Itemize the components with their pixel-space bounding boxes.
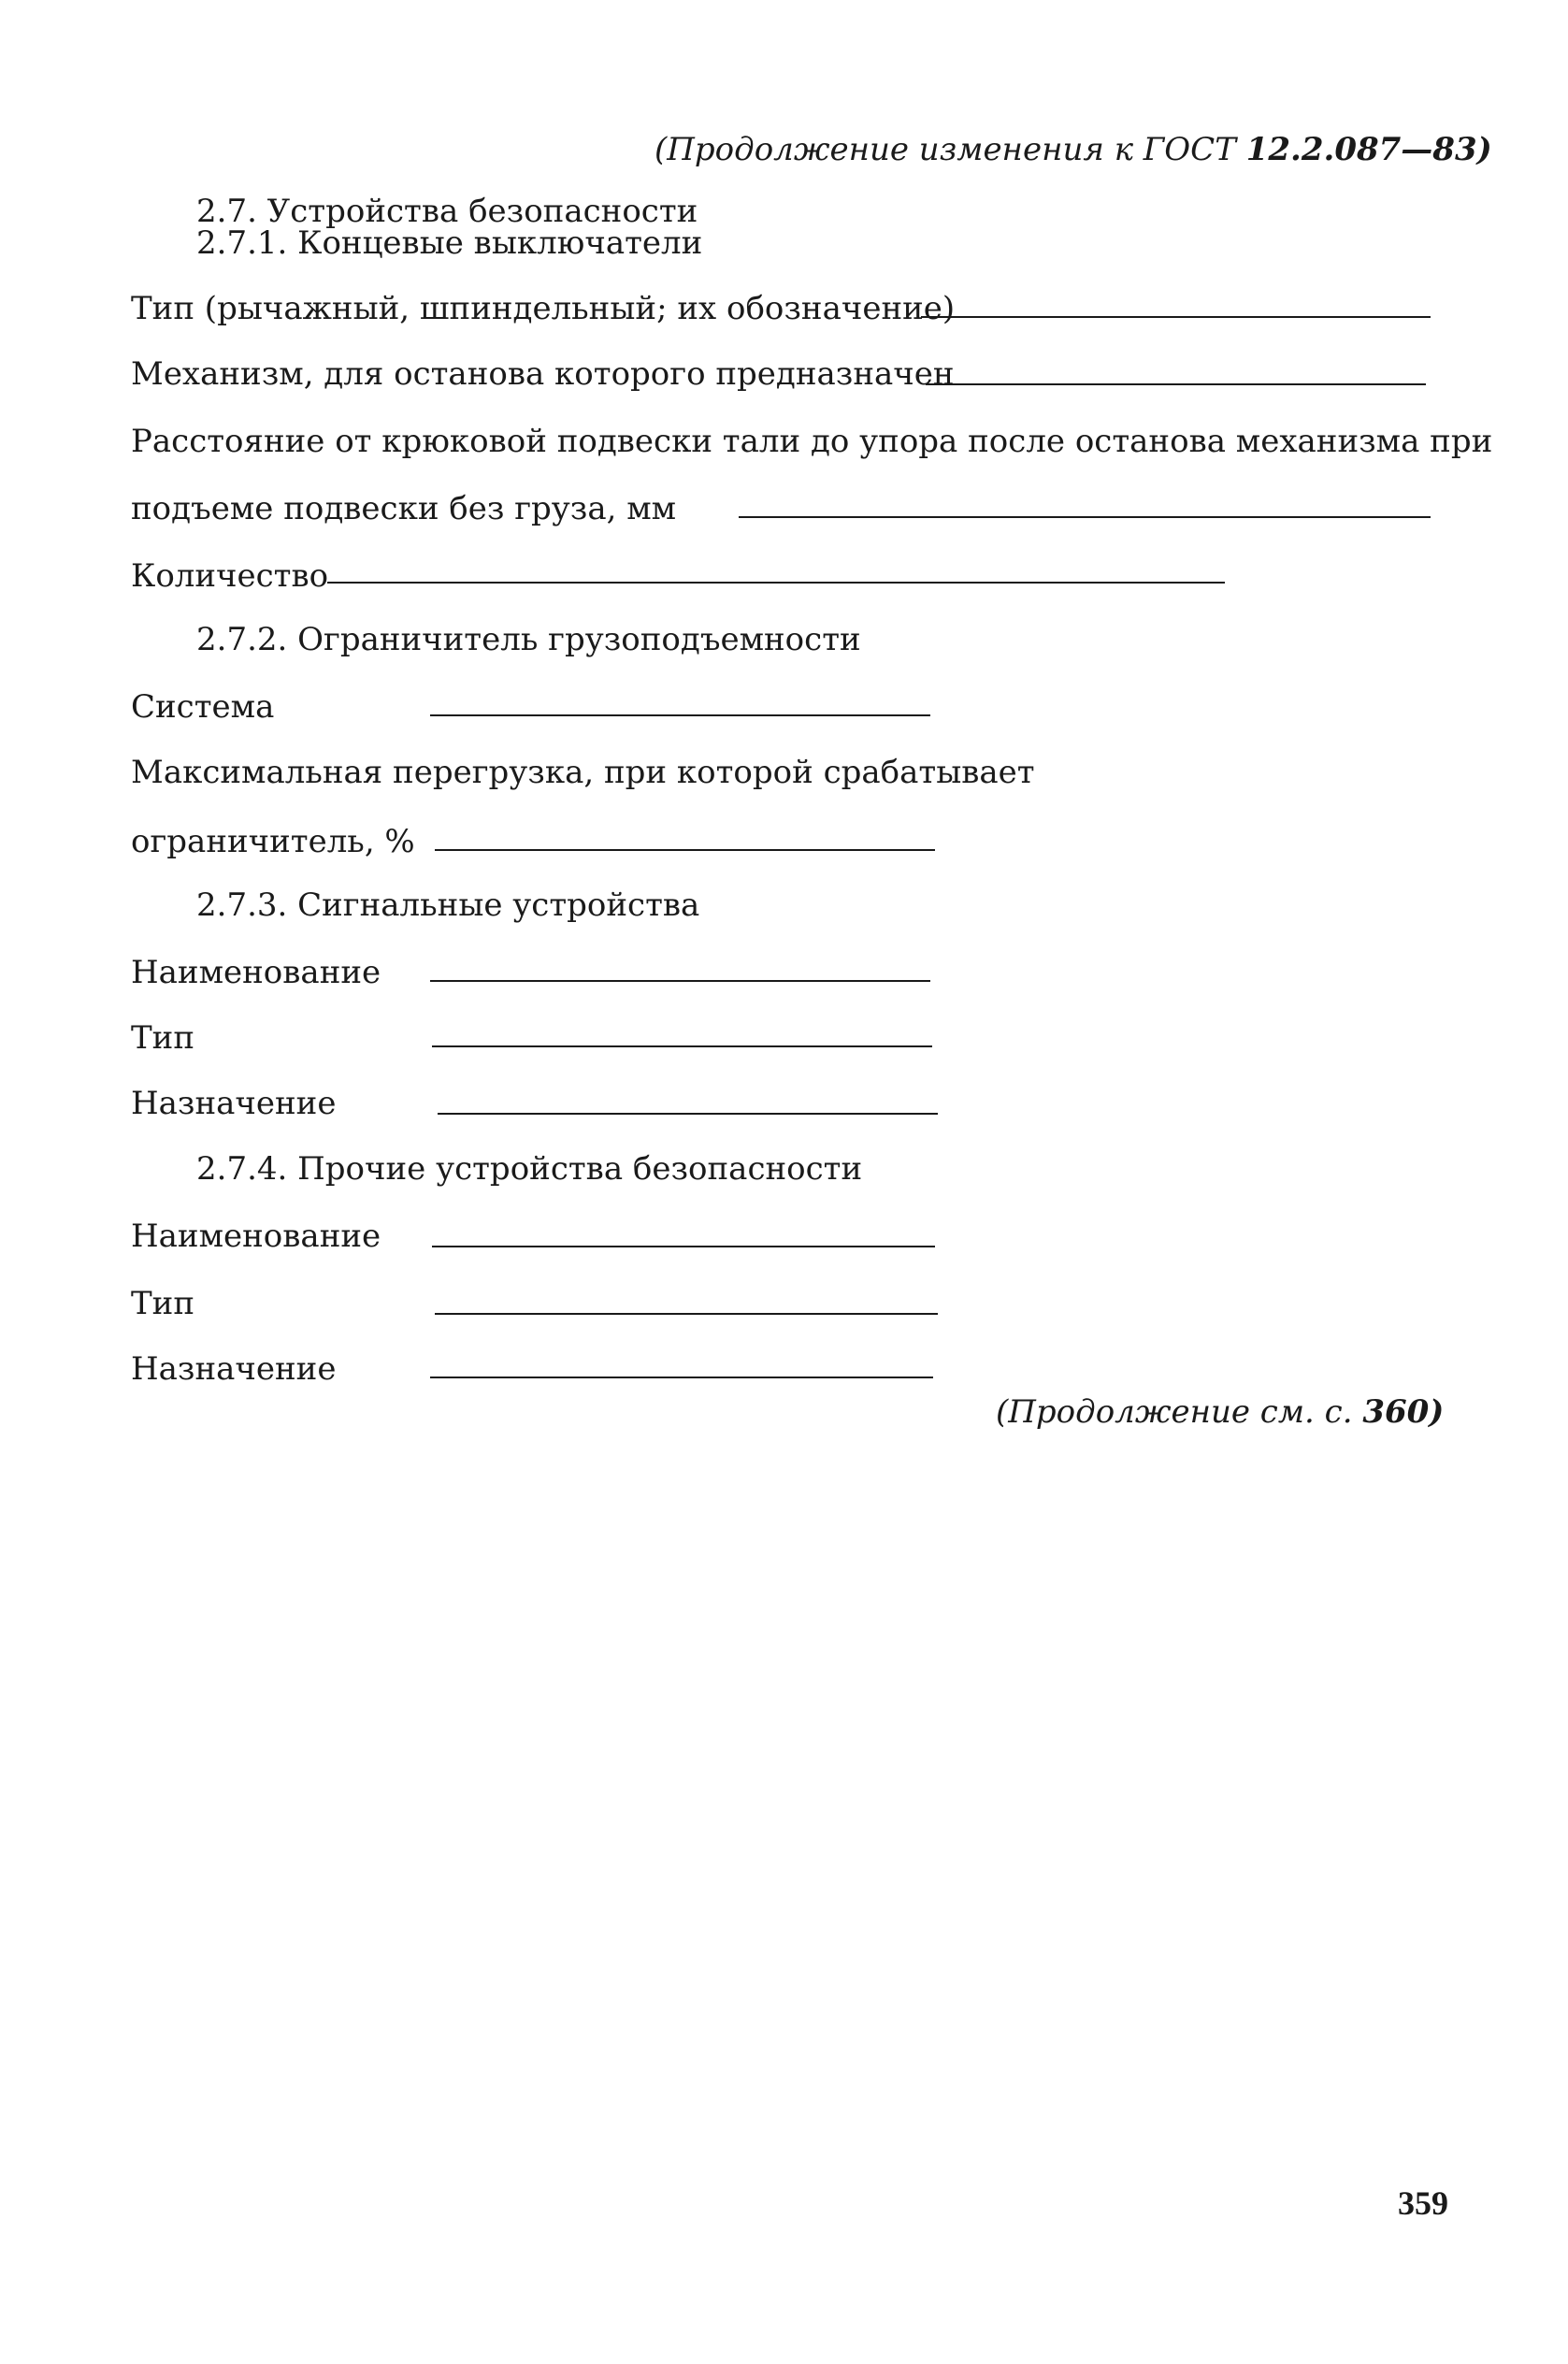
field-line-overload-system[interactable] xyxy=(430,714,930,716)
header-standard-code: 12.2.087—83 xyxy=(1245,131,1477,168)
field-label-limit-distance-line2: подъеме подвески без груза, мм xyxy=(131,490,677,527)
section-2-7-3-heading: 2.7.3. Сигнальные устройства xyxy=(196,886,700,924)
field-line-limit-mechanism[interactable] xyxy=(926,383,1426,385)
field-label-overload-max-line1: Максимальная перегрузка, при которой срабатывает xyxy=(131,754,1035,791)
field-label-overload-max-line2: ограничитель, % xyxy=(131,823,415,860)
field-line-other-purpose[interactable] xyxy=(430,1377,933,1378)
section-2-7-4-heading: 2.7.4. Прочие устройства безопасности xyxy=(196,1150,863,1188)
section-2-7-heading: 2.7. Устройства безопасности xyxy=(196,193,698,230)
section-2-7-1-heading: 2.7.1. Концевые выключатели xyxy=(196,224,703,262)
field-label-signal-name: Наименование xyxy=(131,954,381,991)
field-label-limit-distance-line1: Расстояние от крюковой подвески тали до упора после останова механизма при xyxy=(131,423,1493,460)
section-2-7-2-heading: 2.7.2. Ограничитель грузоподъемности xyxy=(196,621,861,658)
field-label-other-purpose: Назначение xyxy=(131,1350,337,1388)
field-label-limit-mechanism: Механизм, для останова которого предназначен xyxy=(131,355,955,393)
field-line-limit-distance[interactable] xyxy=(739,516,1431,518)
continuation-suffix: ) xyxy=(1429,1393,1445,1431)
page-number: 359 xyxy=(1398,2184,1448,2222)
field-label-signal-purpose: Назначение xyxy=(131,1085,337,1122)
continuation-note xyxy=(996,1393,1444,1431)
field-label-limit-type: Тип (рычажный, шпиндельный; их обозначение) xyxy=(131,290,956,327)
header-suffix: ) xyxy=(1476,131,1492,168)
field-line-limit-count[interactable] xyxy=(327,582,1225,584)
field-line-signal-type[interactable] xyxy=(432,1045,932,1047)
header-prefix: (Продолжение изменения к ГОСТ xyxy=(655,131,1246,168)
running-header xyxy=(655,131,1492,168)
continuation-prefix: (Продолжение см. с. xyxy=(996,1393,1363,1431)
field-line-signal-name[interactable] xyxy=(430,980,930,982)
field-label-limit-count: Количество xyxy=(131,557,329,595)
field-line-signal-purpose[interactable] xyxy=(438,1113,938,1115)
field-label-signal-type: Тип xyxy=(131,1019,194,1057)
field-label-overload-system: Система xyxy=(131,688,275,726)
continuation-page-ref: 360 xyxy=(1362,1393,1430,1431)
field-line-limit-type[interactable] xyxy=(921,316,1431,318)
field-line-other-type[interactable] xyxy=(435,1313,938,1315)
field-label-other-type: Тип xyxy=(131,1285,194,1322)
field-line-other-name[interactable] xyxy=(432,1246,935,1247)
field-line-overload-max[interactable] xyxy=(435,849,935,851)
field-label-other-name: Наименование xyxy=(131,1218,381,1255)
